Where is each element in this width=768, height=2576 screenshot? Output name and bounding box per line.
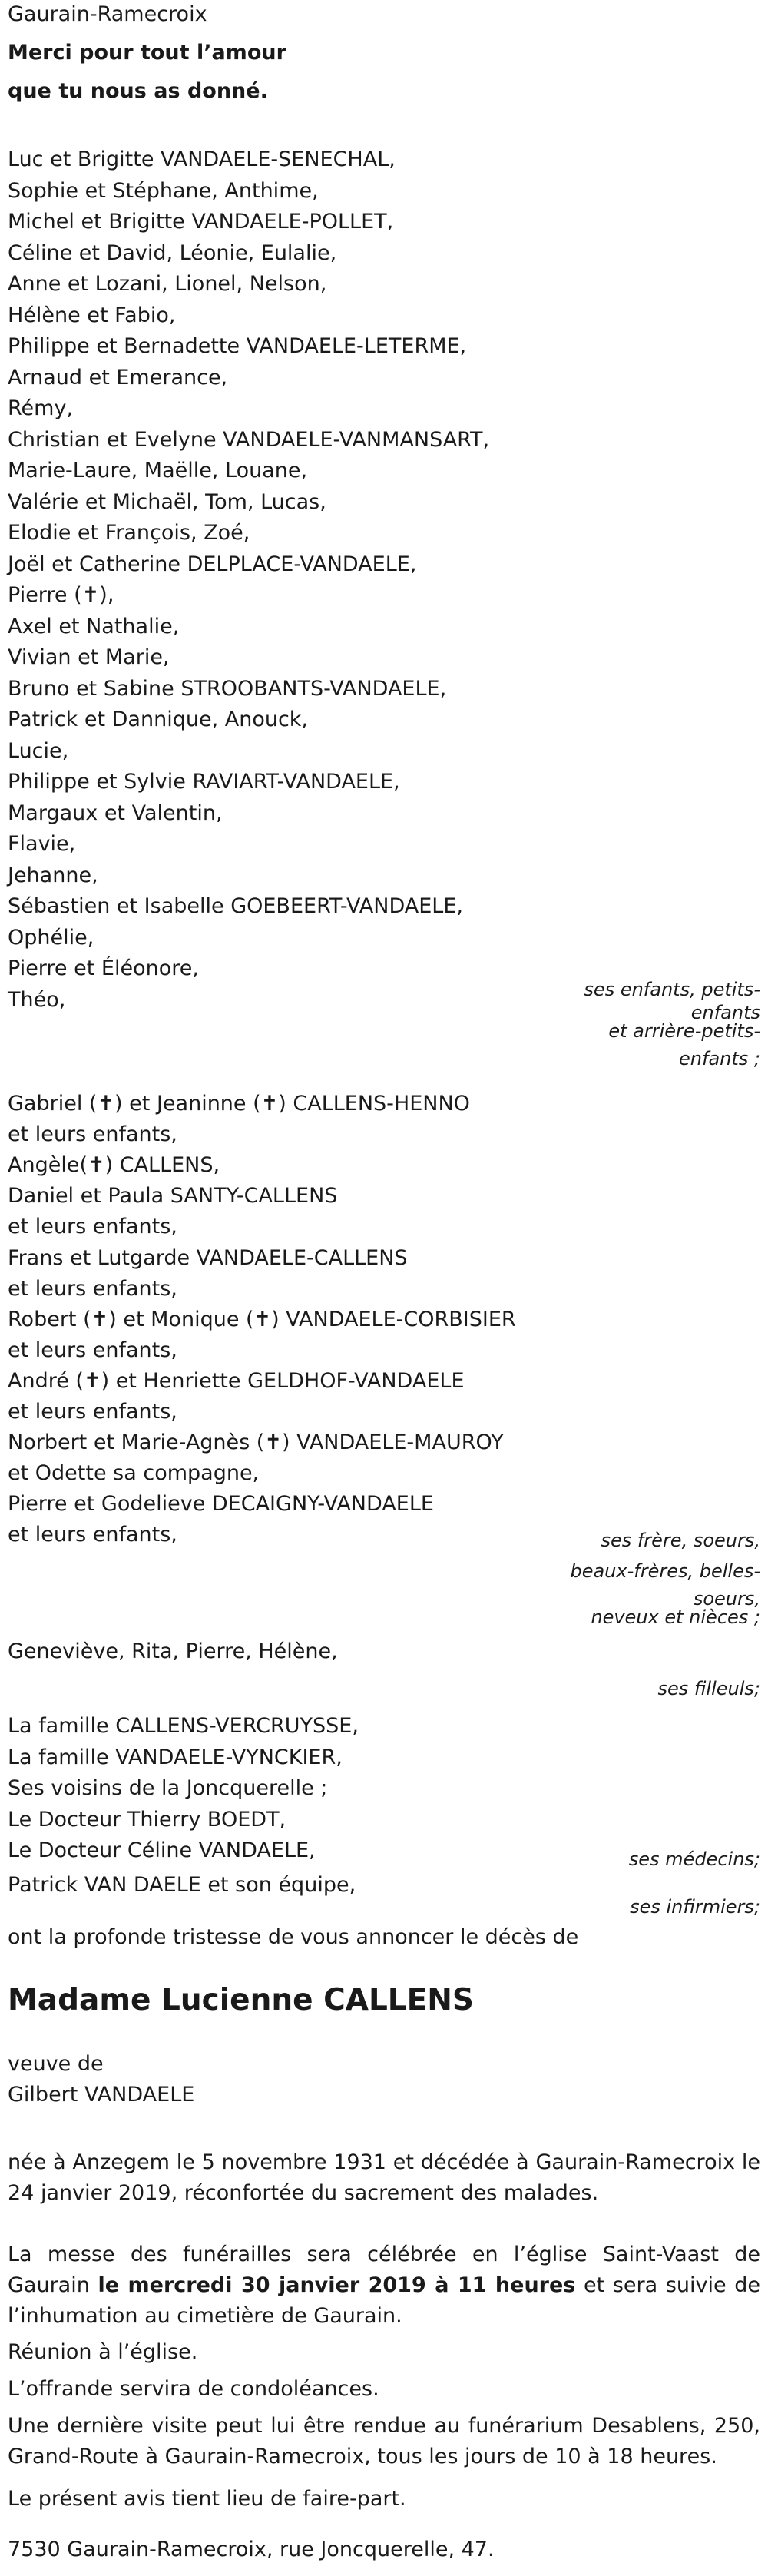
birth-death-paragraph: née à Anzegem le 5 novembre 1931 et décédée à Gaurain-Ramecroix le 24 janvier 2019, réconfortée du sacrement des malades. <box>8 2150 760 2205</box>
mass-paragraph <box>8 2239 760 2332</box>
child-name-line: Axel et Nathalie, <box>8 614 180 638</box>
family-name-line: Le Docteur Céline VANDAELE, <box>8 1838 316 1862</box>
child-name-line: Céline et David, Léonie, Eulalie, <box>8 240 337 265</box>
reunion-text: Réunion à l’église. <box>8 2340 198 2364</box>
header-line-1: Merci pour tout l’amour <box>8 41 286 65</box>
children-role-3: et arrière-petits- <box>608 1020 760 1042</box>
sibling-name-line: Pierre et Godelieve DECAIGNY-VANDAELE <box>8 1492 434 1517</box>
widow-line-1: veuve de <box>8 2052 104 2076</box>
siblings-role-4: neveux et nièces ; <box>591 1606 760 1628</box>
family-name-line: La famille CALLENS-VERCRUYSSE, <box>8 1714 359 1738</box>
sibling-name-line: et leurs enfants, <box>8 1215 177 1239</box>
child-name-line: Sophie et Stéphane, Anthime, <box>8 178 319 203</box>
child-name-line: Vivian et Marie, <box>8 645 170 669</box>
child-name-line: Elodie et François, Zoé, <box>8 521 250 545</box>
widow-line-2: Gilbert VANDAELE <box>8 2083 195 2107</box>
children-role-2: enfants <box>690 1002 760 1023</box>
sibling-name-line: et Odette sa compagne, <box>8 1461 260 1486</box>
header-line-2: que tu nous as donné. <box>8 79 268 103</box>
siblings-role-1: ses frère, soeurs, <box>601 1530 760 1551</box>
child-name-line: Michel et Brigitte VANDAELE-POLLET, <box>8 210 394 234</box>
visit-paragraph: Une dernière visite peut lui être rendue au funérarium Desablens, 250, Grand-Route à Gaurain-Ramecroix, tous les jours de 10 à 18 heures. <box>8 2414 760 2468</box>
mass-text-2: et sera suivie de l’inhumation au cimetière de Gaurain. <box>8 2273 760 2328</box>
child-name-line: Joël et Catherine DELPLACE-VANDAELE, <box>8 552 417 576</box>
godchildren-line: Geneviève, Rita, Pierre, Hélène, <box>8 1639 338 1663</box>
family-name-line: Ses voisins de la Joncquerelle ; <box>8 1776 328 1800</box>
sibling-name-line: Frans et Lutgarde VANDAELE-CALLENS <box>8 1245 408 1270</box>
sibling-name-line: et leurs enfants, <box>8 1338 177 1362</box>
child-name-line: Marie-Laure, Maëlle, Louane, <box>8 459 308 482</box>
sibling-name-line: André (✝) et Henriette GELDHOF-VANDAELE <box>8 1368 465 1393</box>
sibling-name-line: Robert (✝) et Monique (✝) VANDAELE-CORBISIER <box>8 1307 516 1331</box>
child-name-line: Théo, <box>8 987 66 1012</box>
mass-text-1: La messe des funérailles sera célébrée en l’église Saint-Vaast de Gaurain <box>8 2243 760 2297</box>
child-name-line: Luc et Brigitte VANDAELE-SENECHAL, <box>8 148 396 171</box>
nurses-role: ses infirmiers; <box>630 1896 760 1918</box>
children-role-4: enfants ; <box>679 1048 760 1069</box>
child-name-line: Philippe et Sylvie RAVIART-VANDAELE, <box>8 770 400 794</box>
child-name-line: Sébastien et Isabelle GOEBEERT-VANDAELE, <box>8 894 463 918</box>
child-name-line: Patrick et Dannique, Anouck, <box>8 708 309 731</box>
child-name-line: Margaux et Valentin, <box>8 801 223 825</box>
sibling-name-line: Norbert et Marie-Agnès (✝) VANDAELE-MAUROY <box>8 1431 504 1455</box>
child-name-line: Philippe et Bernadette VANDAELE-LETERME, <box>8 334 467 358</box>
child-name-line: Hélène et Fabio, <box>8 303 176 327</box>
siblings-role-2: beaux-frères, belles- <box>570 1560 760 1582</box>
sibling-name-line: et leurs enfants, <box>8 1400 177 1424</box>
doctors-role: ses médecins; <box>628 1848 760 1870</box>
child-name-line: Bruno et Sabine STROOBANTS-VANDAELE, <box>8 676 447 701</box>
mass-date: le mercredi 30 janvier 2019 à 11 heures <box>98 2273 576 2297</box>
siblings-role-3: soeurs, <box>693 1588 760 1610</box>
offering-text: L’offrande servira de condoléances. <box>8 2377 379 2401</box>
child-name-line: Lucie, <box>8 738 69 763</box>
sibling-name-line: Daniel et Paula SANTY-CALLENS <box>8 1184 338 1208</box>
child-name-line: Pierre et Éléonore, <box>8 956 199 980</box>
child-name-line: Jehanne, <box>8 863 98 887</box>
sibling-name-line: et leurs enfants, <box>8 1523 177 1547</box>
deceased-name: Madame Lucienne CALLENS <box>8 1983 475 2017</box>
children-role-1: ses enfants, petits- <box>584 979 760 1000</box>
nurses-line: Patrick VAN DAELE et son équipe, <box>8 1873 356 1897</box>
announcement-text: ont la profonde tristesse de vous annoncer le décès de <box>8 1925 579 1949</box>
child-name-line: Ophélie, <box>8 925 94 950</box>
sibling-name-line: et leurs enfants, <box>8 1122 177 1147</box>
address-text: 7530 Gaurain-Ramecroix, rue Joncquerelle, 47. <box>8 2538 495 2561</box>
child-name-line: Rémy, <box>8 396 74 420</box>
notice-text: Le présent avis tient lieu de faire-part. <box>8 2487 406 2511</box>
child-name-line: Anne et Lozani, Lionel, Nelson, <box>8 272 327 296</box>
child-name-line: Valérie et Michaël, Tom, Lucas, <box>8 489 326 514</box>
godchildren-role: ses filleuls; <box>657 1678 760 1699</box>
family-name-line: La famille VANDAELE-VYNCKIER, <box>8 1745 343 1769</box>
child-name-line: Arnaud et Emerance, <box>8 365 228 390</box>
child-name-line: Christian et Evelyne VANDAELE-VANMANSART, <box>8 427 490 452</box>
header-location: Gaurain-Ramecroix <box>8 2 207 26</box>
sibling-name-line: Angèle(✝) CALLENS, <box>8 1153 220 1178</box>
family-name-line: Le Docteur Thierry BOEDT, <box>8 1807 286 1832</box>
sibling-name-line: Gabriel (✝) et Jeaninne (✝) CALLENS-HENNO <box>8 1092 470 1116</box>
sibling-name-line: et leurs enfants, <box>8 1276 177 1301</box>
child-name-line: Flavie, <box>8 832 76 856</box>
child-name-line: Pierre (✝), <box>8 583 114 607</box>
